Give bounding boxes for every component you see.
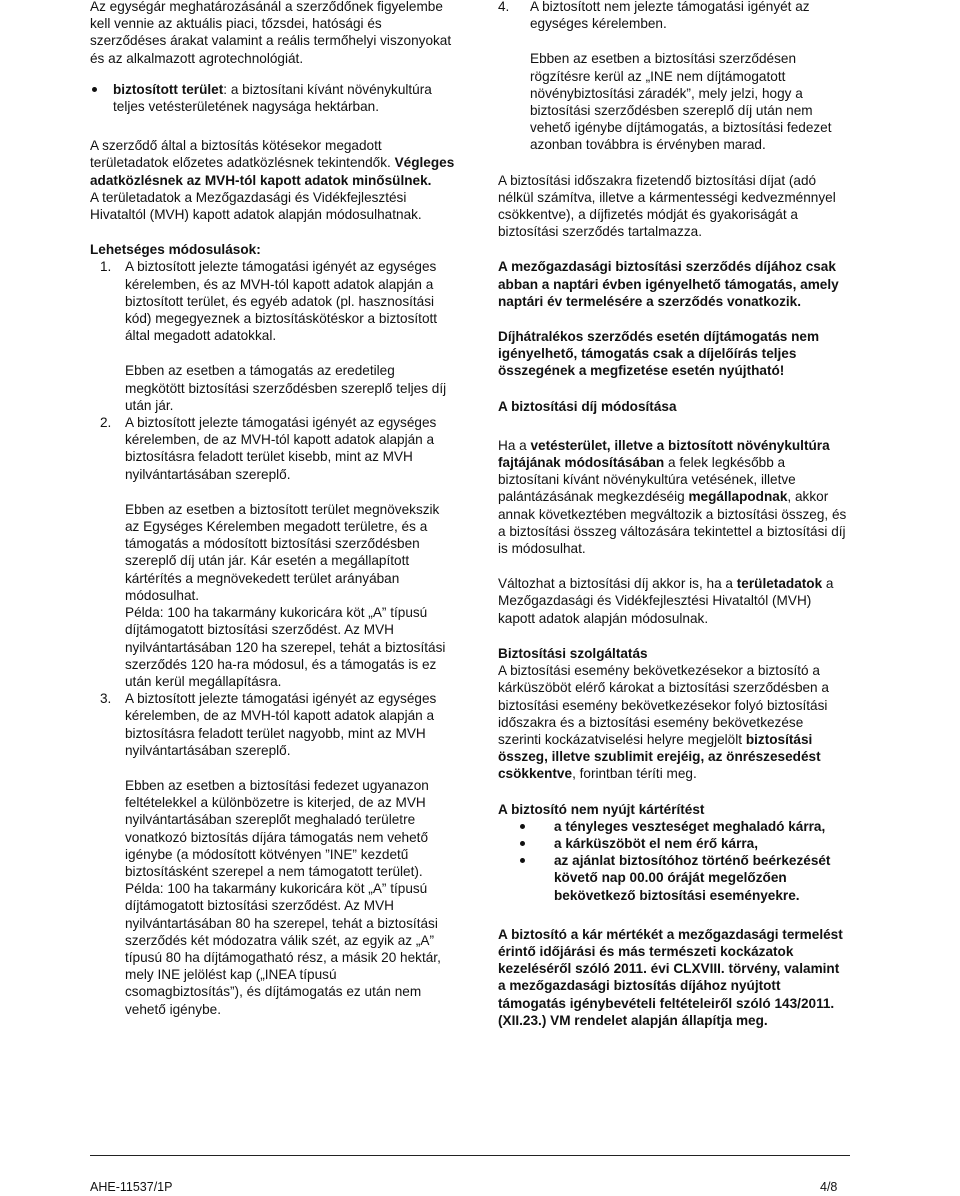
item-text: A biztosított jelezte támogatási igényét az egységes kérelemben, és az MVH-tól kapott adatok alapján a biztosított terület, és egyéb adatok (pl. hasznosítási kód) megegyeznek a biztosításkötéskor a biztosított által megadott adatokkal. — [125, 259, 438, 344]
modification-item-4 — [498, 0, 848, 32]
fee-change-heading: A biztosítási díj módosítása — [498, 398, 677, 414]
fee-change-paragraph-2 — [498, 575, 848, 627]
damage-assessment-paragraph: A biztosító a kár mértékét a mezőgazdasági termelést érintő időjárási és más természeti kockázatok kezeléséről szóló 2011. évi CLXVIII. törvény, valamint a mezőgazdasági biztosítás díjához nyújtott támogatás igénybevételi feltételeiről szóló 143/2011.(XII.23.) VM rendelet alapján állapítja meg. — [498, 926, 843, 1028]
intro-paragraph: Az egységár meghatározásánál a szerződőnek figyelembe kell vennie az aktuális piaci, tőzsdei, hatósági és szerződéses árakat valamint a reális termőhelyi viszonyokat és az alkalmazott agrotechnológiát. — [90, 0, 452, 66]
fee-change-paragraph — [498, 437, 848, 557]
item-number: 2. — [100, 415, 112, 431]
left-column — [90, 0, 455, 1018]
right-column — [498, 0, 848, 1029]
item-3-sub: Ebben az esetben a biztosítási fedezet ugyanazon feltételekkel a különbözetre is kiterjed, de az MVH nyilvántartásában szereplőt meghaladó területre vonatkozó biztosítás díjára támogatás nem vehető igénybe (a módosított kötvényen ”INE” kezdetű biztosításként szerepel a nem támogatott terület). — [125, 777, 429, 879]
item-text: A biztosított jelezte támogatási igényét az egységes kérelemben, de az MVH-tól kapott adatok alapján a biztosításra feladott terület kisebb, mint az MVH nyilvántartásában szereplő. — [125, 415, 437, 482]
list-item-text: a tényleges veszteséget meghaladó kárra, — [554, 818, 826, 834]
list-item — [498, 852, 848, 904]
fee-bold: területadatok — [736, 576, 823, 592]
bullet-dot-icon — [92, 87, 97, 92]
item-1-sub: Ebben az esetben a támogatás az eredetileg megkötött biztosítási szerződésben szereplő teljes díj után jár. — [125, 363, 447, 413]
modification-item-3 — [90, 690, 455, 759]
fee-text: Változhat a biztosítási díj akkor is, ha a — [498, 576, 737, 592]
item-3-example: Példa: 100 ha takarmány kukoricára köt „A” típusú díjtámogatott biztosítási szerződést. Az MVH nyilvántartásában 80 ha szerepel, tehát a biztosítási szerződés két módozatra válik szét, az egyik az „A” típusú 80 ha díjtámogatható rész, a másik 20 hektár, mely INE jelölést kap („INEA típusú csomagbiztosítás”), és díjtámogatás ez után nem vehető igénybe. — [125, 881, 441, 1017]
item-number: 1. — [100, 259, 112, 275]
fee-text: Ha a — [498, 437, 531, 453]
mvh-paragraph: A területadatok a Mezőgazdasági és Vidékfejlesztési Hivataltól (MVH) kapott adatok alapján módosulhatnak. — [90, 189, 422, 223]
list-item — [498, 818, 848, 835]
fee-text: , akkor annak következtében megváltozik a biztosítási összeg, és a biztosítási összeg változására tekintettel a biztosítási díj is módosulhat. — [498, 489, 847, 557]
item-number: 3. — [100, 691, 112, 707]
bullet-text: : a biztosítani kívánt növénykultúra teljes vetésterületének nagysága hektárban. — [113, 81, 432, 115]
modifications-heading: Lehetséges módosulások: — [90, 242, 261, 258]
item-text: A biztosított nem jelezte támogatási igényét az egységes kérelemben. — [530, 0, 810, 32]
item-number: 4. — [498, 0, 510, 14]
service-heading: Biztosítási szolgáltatás — [498, 645, 648, 661]
fee-text: a Mezőgazdasági és Vidékfejlesztési Hivataltól (MVH) kapott adatok alapján módosulnak. — [498, 576, 834, 626]
list-item-text: az ajánlat biztosítóhoz történő beérkezését követő nap 00.00 óráját megelőzően bekövetkező biztosítási eseményekre. — [554, 853, 831, 903]
bullet-dot-icon — [520, 858, 525, 863]
service-bold: biztosítási összeg, illetve szublimit erejéig, az önrészesedést csökkentve — [498, 731, 821, 782]
bullet-label: biztosított terület — [113, 81, 224, 97]
area-data-bold: Végleges adatközlésnek az MVH-tól kapott adatok minősülnek. — [90, 155, 455, 188]
subsidy-year-paragraph: A mezőgazdasági biztosítási szerződés díjához csak abban a naptári évben igényelhető támogatás, amely naptári év termelésére a szerződés vonatkozik. — [498, 259, 839, 309]
service-paragraph — [498, 662, 848, 782]
list-item — [90, 81, 455, 115]
item-4-sub: Ebben az esetben a biztosítási szerződésen rögzítésre kerül az „INE nem díjtámogatott növénybiztosítási záradék”, mely jelzi, hogy a biztosítási szerződésben szereplő díj után nem vehető igénybe díjtámogatás, a biztosítási fedezet azonban továbbra is érvényben marad. — [530, 51, 832, 153]
service-text: , forintban téríti meg. — [572, 766, 697, 782]
bullet-dot-icon — [520, 841, 525, 846]
area-bullet-list — [90, 81, 455, 115]
item-2-example: Példa: 100 ha takarmány kukoricára köt „A” típusú díjtámogatott biztosítási szerződést. Az MVH nyilvántartásában 120 ha szerepel, tehát a biztosítási szerződés 120 ha-ra módosul, és a támogatás is ez után kerül megállapításra. — [125, 605, 446, 689]
document-code: AHE-11537/1P — [90, 1180, 173, 1194]
list-item-text: a kárküszöböt el nem érő kárra, — [554, 835, 758, 851]
area-data-text: A szerződő által a biztosítás kötésekor megadott területadatok előzetes adatközlésnek tekintendők. — [90, 138, 391, 171]
item-text: A biztosított jelezte támogatási igényét az egységes kérelemben, de az MVH-tól kapott adatok alapján a biztosításra feladott terület nagyobb, mint az MVH nyilvántartásában szereplő. — [125, 691, 437, 758]
fee-bold: vetésterület, illetve a biztosított növénykultúra fajtájának módosításában — [498, 437, 830, 471]
service-text: A biztosítási esemény bekövetkezésekor a biztosító a kárküszöböt elérő károkat a biztosítási szerződésben a biztosítási esemény bekövetkezésekor folyó biztosítási időszakra és a biztosítási esemény bekövetkezése szerinti kockázatviselési helyre megjelölt — [498, 663, 829, 747]
fee-bold: megállapodnak — [688, 489, 788, 505]
modification-item-2 — [90, 414, 455, 483]
bullet-dot-icon — [520, 824, 525, 829]
footer-divider — [90, 1155, 850, 1156]
area-data-paragraph — [90, 137, 455, 189]
overdue-paragraph: Díjhátralékos szerződés esetén díjtámogatás nem igényelhető, támogatás csak a díjelőírás teljes összegének a megfizetése esetén nyújtható! — [498, 329, 820, 379]
item-2-sub: Ebben az esetben a biztosított terület megnövekszik az Egységes Kérelemben megadott területre, és a támogatás a módosított biztosítási szerződésben szereplő díj után jár. Kár esetén a megállapított kártérítés a megnövekedett terület arányában módosulhat. — [125, 501, 440, 603]
page-number: 4/8 — [820, 1180, 838, 1194]
no-pay-list — [498, 818, 848, 904]
no-pay-heading: A biztosító nem nyújt kártérítést — [498, 801, 705, 817]
fee-text: a felek legkésőbb a biztosítani kívánt növénykultúra vetésének, illetve palántázásának megkezdéséig — [498, 455, 796, 505]
modification-item-1 — [90, 258, 455, 344]
premium-period-paragraph: A biztosítási időszakra fizetendő biztosítási díjat (adó nélkül számítva, illetve a kármentességi kedvezménnyel csökkentve), a díjfizetés módját és gyakoriságát a biztosítási szerződés tartalmazza. — [498, 172, 836, 240]
list-item — [498, 835, 848, 852]
